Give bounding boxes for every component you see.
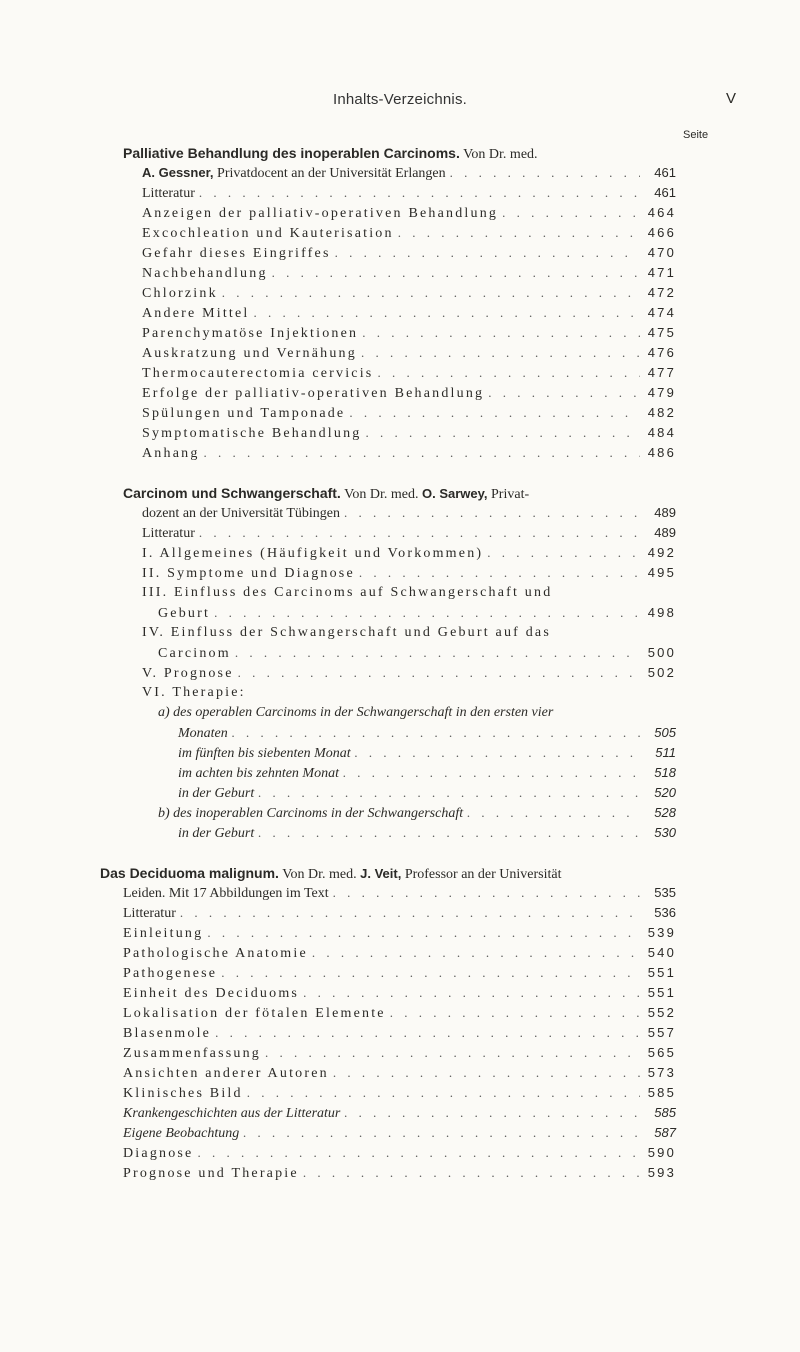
entry-label: Leiden. Mit 17 Abbildungen im Text	[123, 886, 329, 901]
entry-label: Anzeigen der palliativ-operativen Behandlung	[142, 206, 499, 221]
page-ref: 464	[647, 205, 676, 220]
toc-entry[interactable]	[178, 823, 676, 843]
toc-entry[interactable]	[178, 743, 676, 763]
toc-entry[interactable]	[142, 203, 676, 223]
page-ref: 489	[654, 505, 676, 520]
leader-dots	[488, 383, 640, 403]
toc-entry[interactable]	[178, 783, 676, 803]
leader-dots	[199, 183, 640, 203]
page-ref: 500	[647, 645, 676, 660]
page-ref: 551	[647, 985, 676, 1000]
section-heading-carcinom	[123, 483, 683, 503]
leader-dots	[197, 1143, 640, 1163]
entry-label: Symptomatische Behandlung	[142, 426, 362, 441]
page-ref: 476	[647, 345, 676, 360]
leader-dots	[258, 823, 640, 843]
page-ref: 520	[654, 785, 676, 800]
toc-entry[interactable]	[142, 223, 676, 243]
leader-dots	[361, 343, 640, 363]
entry-label: Thermocauterectomia cervicis	[142, 366, 374, 381]
toc-entry[interactable]	[158, 603, 676, 623]
toc-entry-line[interactable]: a) des operablen Carcinoms in der Schwangerschaft in den ersten vier	[158, 705, 554, 720]
leader-dots	[180, 903, 640, 923]
page-ref: 461	[654, 165, 676, 180]
page-ref: 472	[647, 285, 676, 300]
toc-entry[interactable]	[123, 963, 676, 983]
toc-entry[interactable]	[142, 423, 676, 443]
page-ref: 474	[647, 305, 676, 320]
page-ref: 573	[647, 1065, 676, 1080]
entry-label: Pathologische Anatomie	[123, 946, 308, 961]
page-ref: 539	[647, 925, 676, 940]
section-author-intro: Von Dr. med.	[282, 867, 357, 882]
leader-dots	[487, 543, 640, 563]
page-ref: 505	[654, 725, 676, 740]
page-ref: 498	[647, 605, 676, 620]
entry-label: Einleitung	[123, 926, 204, 941]
page-ref: 461	[654, 185, 676, 200]
leader-dots	[355, 743, 640, 763]
page-ref: 590	[647, 1145, 676, 1160]
leader-dots	[222, 283, 640, 303]
leader-dots	[398, 223, 640, 243]
leader-dots	[243, 1123, 640, 1143]
toc-entry[interactable]	[123, 1123, 676, 1143]
leader-dots	[254, 303, 640, 323]
section-title: Carcinom und Schwangerschaft.	[123, 485, 341, 501]
page-ref: 557	[647, 1025, 676, 1040]
page-ref: 477	[647, 365, 676, 380]
page-ref: 587	[654, 1125, 676, 1140]
section-heading-palliative	[123, 143, 683, 163]
entry-label: Prognose und Therapie	[123, 1166, 299, 1181]
page-ref: 482	[647, 405, 676, 420]
toc-entry[interactable]	[123, 1143, 676, 1163]
toc-entry[interactable]	[158, 803, 676, 823]
leader-dots	[359, 563, 640, 583]
leader-dots	[258, 783, 640, 803]
entry-label: Carcinom	[158, 646, 231, 661]
page-number: V	[726, 90, 737, 107]
toc-entry[interactable]	[142, 543, 676, 563]
toc-entry[interactable]	[123, 923, 676, 943]
toc-entry[interactable]	[123, 1163, 676, 1183]
entry-label: Spülungen und Tamponade	[142, 406, 346, 421]
page-ref: 489	[654, 525, 676, 540]
author-name: J. Veit,	[360, 866, 402, 881]
page-ref: 565	[647, 1045, 676, 1060]
toc-entry[interactable]	[142, 183, 676, 203]
page-ref: 540	[647, 945, 676, 960]
leader-dots	[344, 503, 640, 523]
entry-label: Zusammenfassung	[123, 1046, 261, 1061]
leader-dots	[344, 1103, 640, 1123]
toc-entry-line[interactable]: VI. Therapie:	[142, 685, 246, 700]
entry-label: Diagnose	[123, 1146, 194, 1161]
leader-dots	[349, 403, 640, 423]
entry-label: Litteratur	[142, 526, 195, 541]
entry-label: Geburt	[158, 606, 211, 621]
author-name: A. Gessner,	[142, 165, 214, 180]
entry-label: Eigene Beobachtung	[123, 1126, 240, 1141]
leader-dots	[214, 603, 640, 623]
leader-dots	[207, 923, 640, 943]
toc-entry-author[interactable]	[142, 503, 676, 523]
entry-label: Litteratur	[123, 906, 176, 921]
entry-label: Lokalisation der fötalen Elemente	[123, 1006, 386, 1021]
toc-entry[interactable]	[142, 303, 676, 323]
author-affiliation: Privatdocent an der Universität Erlangen	[217, 166, 446, 181]
page-ref: 535	[654, 885, 676, 900]
leader-dots	[312, 943, 640, 963]
entry-label: II. Symptome und Diagnose	[142, 566, 355, 581]
toc-entry[interactable]	[142, 363, 676, 383]
entry-label: Anhang	[142, 446, 200, 461]
author-line	[142, 163, 446, 184]
page-ref: 475	[647, 325, 676, 340]
entry-label: im achten bis zehnten Monat	[178, 766, 339, 781]
toc-entry[interactable]	[123, 983, 676, 1003]
author-affiliation: Privat-	[491, 487, 530, 502]
toc-entry[interactable]	[142, 243, 676, 263]
toc-entry[interactable]	[158, 643, 676, 663]
author-name: O. Sarwey,	[422, 486, 488, 501]
entry-label: Nachbehandlung	[142, 266, 268, 281]
entry-label: Krankengeschichten aus der Litteratur	[123, 1106, 341, 1121]
toc-entry[interactable]	[142, 563, 676, 583]
entry-label: Monaten	[178, 726, 228, 741]
page-ref: 585	[647, 1085, 676, 1100]
leader-dots	[232, 723, 640, 743]
entry-label: Pathogenese	[123, 966, 218, 981]
entry-label: Klinisches Bild	[123, 1086, 243, 1101]
entry-label: Parenchymatöse Injektionen	[142, 326, 359, 341]
section-author-intro: Von Dr. med.	[344, 487, 419, 502]
entry-label: b) des inoperablen Carcinoms in der Schwangerschaft	[158, 806, 464, 821]
toc-entry[interactable]	[142, 663, 676, 683]
toc-entry[interactable]	[178, 763, 676, 783]
toc-entry-line[interactable]: IV. Einfluss der Schwangerschaft und Geburt auf das	[142, 625, 551, 640]
page-ref: 466	[647, 225, 676, 240]
page-ref: 486	[647, 445, 676, 460]
page-ref: 470	[647, 245, 676, 260]
page-ref: 511	[655, 745, 676, 760]
toc-entry[interactable]	[123, 1103, 676, 1123]
leader-dots	[204, 443, 640, 463]
leader-dots	[303, 983, 640, 1003]
leader-dots	[377, 363, 640, 383]
toc-entry[interactable]	[178, 723, 676, 743]
leader-dots	[272, 263, 640, 283]
leader-dots	[303, 1163, 640, 1183]
leader-dots	[238, 663, 640, 683]
toc-entry[interactable]	[142, 383, 676, 403]
leader-dots	[221, 963, 640, 983]
leader-dots	[265, 1043, 640, 1063]
toc-entry-author[interactable]	[142, 163, 676, 183]
section-title: Das Deciduoma malignum.	[100, 865, 279, 881]
entry-label: in der Geburt	[178, 786, 255, 801]
leader-dots	[333, 883, 640, 903]
leader-dots	[450, 163, 640, 183]
entry-label: Litteratur	[142, 186, 195, 201]
entry-label: im fünften bis siebenten Monat	[178, 746, 351, 761]
leader-dots	[362, 323, 640, 343]
entry-label: dozent an der Universität Tübingen	[142, 506, 341, 521]
page-ref: 585	[654, 1105, 676, 1120]
leader-dots	[365, 423, 640, 443]
toc-entry[interactable]	[142, 283, 676, 303]
leader-dots	[247, 1083, 640, 1103]
page-ref: 593	[647, 1165, 676, 1180]
leader-dots	[467, 803, 640, 823]
entry-label: Excochleation und Kauterisation	[142, 226, 394, 241]
page-ref: 551	[647, 965, 676, 980]
page-ref: 552	[647, 1005, 676, 1020]
seite-label: Seite	[683, 129, 709, 141]
toc-entry[interactable]	[123, 1083, 676, 1103]
running-header-title: Inhalts-Verzeichnis.	[332, 91, 468, 108]
toc-entry-author[interactable]	[123, 883, 676, 903]
section-author-intro: Von Dr. med.	[463, 147, 538, 162]
entry-label: Blasenmole	[123, 1026, 212, 1041]
toc-entry[interactable]	[142, 263, 676, 283]
leader-dots	[335, 243, 640, 263]
page-ref: 492	[647, 545, 676, 560]
author-affiliation: Professor an der Universität	[404, 867, 562, 882]
leader-dots	[199, 523, 640, 543]
entry-label: in der Geburt	[178, 826, 255, 841]
toc-entry[interactable]	[142, 323, 676, 343]
section-title: Palliative Behandlung des inoperablen Carcinoms.	[123, 145, 460, 161]
leader-dots	[502, 203, 640, 223]
toc-entry[interactable]	[123, 943, 676, 963]
entry-label: Erfolge der palliativ-operativen Behandlung	[142, 386, 485, 401]
page-ref: 471	[647, 265, 676, 280]
entry-label: Einheit des Deciduoms	[123, 986, 300, 1001]
toc-entry[interactable]	[123, 903, 676, 923]
entry-label: Gefahr dieses Eingriffes	[142, 246, 331, 261]
page-ref: 528	[654, 805, 676, 820]
entry-label: V. Prognose	[142, 666, 234, 681]
leader-dots	[333, 1063, 640, 1083]
leader-dots	[235, 643, 640, 663]
leader-dots	[343, 763, 640, 783]
toc-entry[interactable]	[142, 523, 676, 543]
page-ref: 502	[647, 665, 676, 680]
page-ref: 518	[654, 765, 676, 780]
page-ref: 536	[654, 905, 676, 920]
toc-entry-line[interactable]: III. Einfluss des Carcinoms auf Schwangerschaft und	[142, 585, 553, 600]
toc-entry[interactable]	[142, 403, 676, 423]
entry-label: Auskratzung und Vernähung	[142, 346, 357, 361]
entry-label: I. Allgemeines (Häufigkeit und Vorkommen)	[142, 546, 484, 561]
entry-label: Chlorzink	[142, 286, 218, 301]
page-ref: 484	[647, 425, 676, 440]
entry-label: Andere Mittel	[142, 306, 250, 321]
leader-dots	[215, 1023, 640, 1043]
leader-dots	[390, 1003, 640, 1023]
page-ref: 479	[647, 385, 676, 400]
toc-entry[interactable]	[142, 343, 676, 363]
section-heading-deciduoma	[100, 863, 684, 883]
page-ref: 495	[647, 565, 676, 580]
page-ref: 530	[654, 825, 676, 840]
toc-entry[interactable]	[142, 443, 676, 463]
toc-entry[interactable]	[123, 1023, 676, 1043]
toc-entry[interactable]	[123, 1043, 676, 1063]
toc-entry[interactable]	[123, 1063, 676, 1083]
toc-entry[interactable]	[123, 1003, 676, 1023]
entry-label: Ansichten anderer Autoren	[123, 1066, 329, 1081]
